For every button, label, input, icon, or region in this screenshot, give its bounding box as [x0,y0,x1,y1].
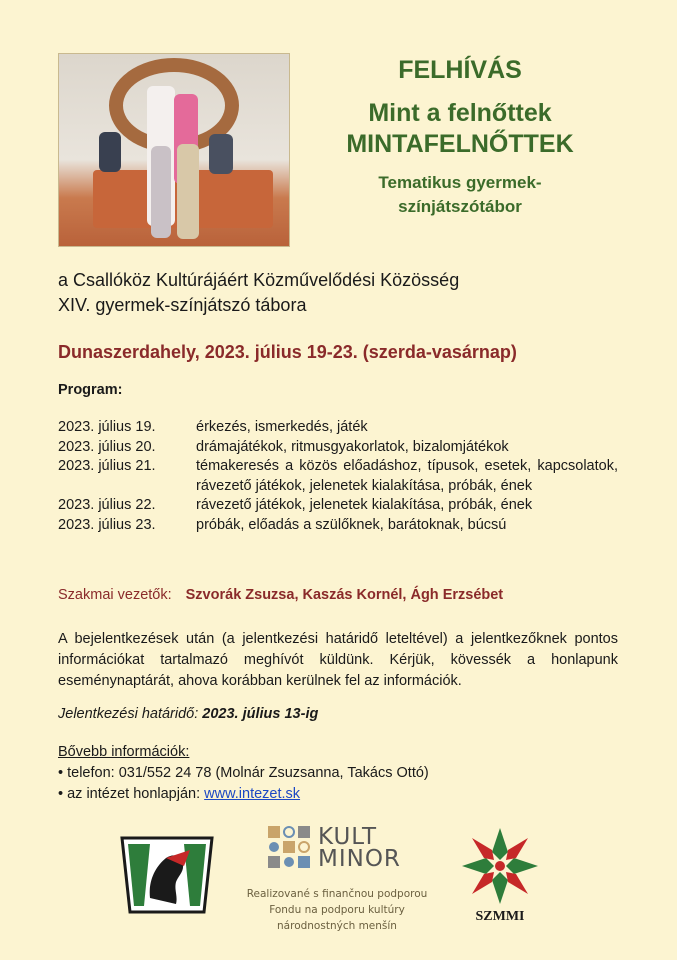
info-phone: • telefon: 031/552 24 78 (Molnár Zsuzsanna, Takács Ottó) [58,765,429,781]
more-info [58,742,429,805]
organizer [58,268,618,318]
poster-title: FELHÍVÁS [398,56,522,84]
program-date: 2023. július 22. [58,497,156,513]
poster-subtitle: Mint a felnőttek [368,99,552,127]
program-date: 2023. július 20. [58,438,156,455]
program-row [58,516,618,536]
csemadok-logo [120,836,214,914]
kult-minor-logo [268,824,418,874]
child-figure [99,132,121,172]
child-figure [209,134,233,174]
kult-text: KULT [318,824,377,850]
support-line-2: Fondu na podporu kultúry [269,904,405,916]
minor-text: MINOR [318,846,401,872]
program-date: 2023. július 23. [58,516,156,533]
program-desc: témakeresés a közös előadáshoz, típusok, esetek, kapcsolatok, rávezető játékok, jelenetek kialakítása, próbák, ének [196,458,618,494]
kult-minor-grid-icon [268,826,310,868]
child-figure [151,146,171,238]
program-row [58,418,618,438]
info-web-prefix: • az intézet honlapján: [58,786,205,802]
organizer-line-1: a Csallóköz Kultúrájáért Közművelődési Közösség [58,270,460,290]
leaders-names: Szvorák Zsuzsa, Kaszás Kornél, Ágh Erzsébet [185,587,504,603]
program-desc: érkezés, ismerkedés, játék [196,419,368,435]
poster-subtitle-caps: MINTAFELNŐTTEK [346,130,574,158]
program-desc: próbák, előadás a szülőknek, barátoknak, búcsú [196,516,507,533]
leaders-label: Szakmai vezetők: [58,587,172,603]
program-date: 2023. július 21. [58,458,156,474]
program-desc: drámajátékok, ritmusgyakorlatok, bizalomjátékok [196,438,509,455]
program-list [58,418,618,535]
info-web [58,784,429,805]
program-row [58,496,618,516]
website-link[interactable]: www.intezet.sk [204,786,301,802]
info-paragraph: A bejelentkezések után (a jelentkezési határidő leteltével) a jelentkezőknek pontos információkat tartalmazó meghívót küldünk. Kérjük, kövessék a honlapunk eseménynaptárát, ahova korábban kerülnek fel az információk. [58,631,618,689]
location-date: Dunaszerdahely, 2023. július 19-23. (szerda-vasárnap) [58,342,517,362]
deadline-label: Jelentkezési határidő: [58,706,199,722]
support-line-1: Realizované s finančnou podporou [246,888,428,900]
program-row [58,438,618,458]
support-text [232,886,442,934]
program-row [58,457,618,496]
child-figure [177,144,199,239]
deadline [58,706,318,722]
deadline-value: 2023. július 13-ig [202,706,319,722]
support-line-3: národnostných menšín [277,920,397,932]
program-desc: rávezető játékok, jelenetek kialakítása, próbák, ének [196,497,533,513]
children-photo [58,53,290,247]
theme-line-1: Tematikus gyermek- [378,173,542,192]
program-label: Program: [58,382,123,398]
program-date: 2023. július 19. [58,419,156,435]
organizer-line-2: XIV. gyermek-színjátszó tábora [58,295,307,315]
more-info-title: Bővebb információk: [58,744,190,760]
theme-line-2: színjátszótábor [398,197,522,216]
poster-header [310,52,610,219]
leaders [58,587,503,603]
szmmi-text: SZMMI [475,909,525,924]
poster-theme [310,171,610,219]
szmmi-logo [460,826,540,924]
